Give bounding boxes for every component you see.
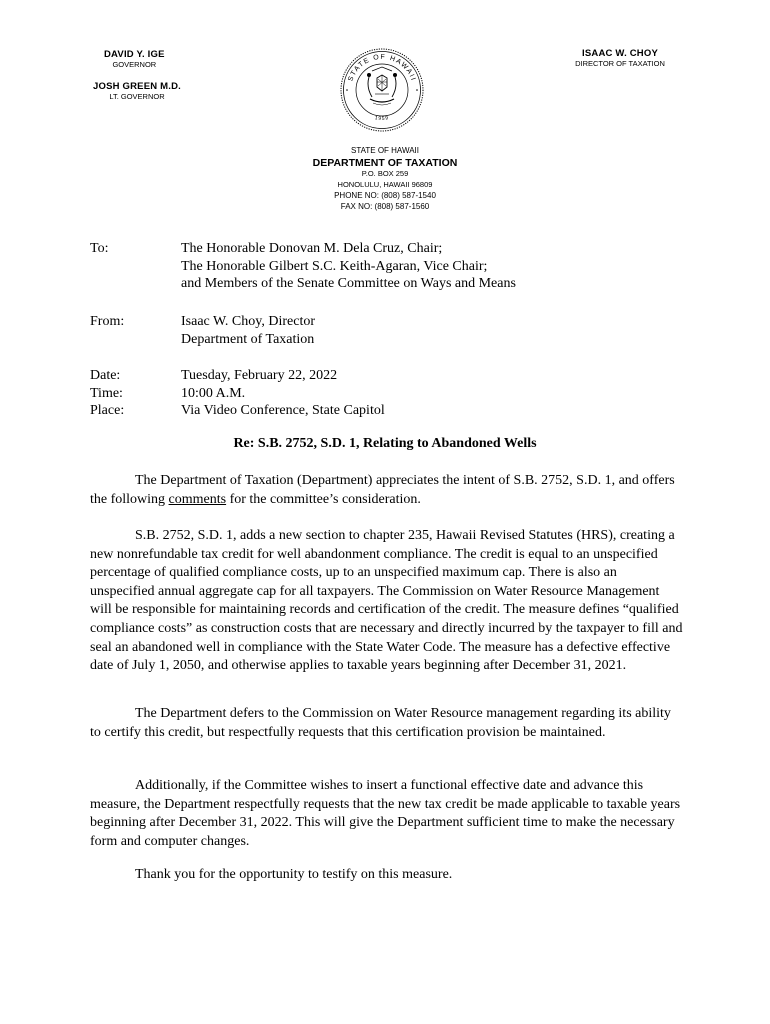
governor-name: DAVID Y. IGE: [104, 49, 165, 60]
comments-underlined: comments: [168, 491, 227, 507]
to-line: The Honorable Gilbert S.C. Keith-Agaran, Vice Chair;: [181, 258, 488, 274]
to-label: To:: [90, 241, 109, 256]
time-value: 10:00 A.M.: [181, 385, 246, 401]
governor-title: GOVERNOR: [112, 60, 157, 69]
from-line: Isaac W. Choy, Director: [181, 314, 315, 329]
to-line: The Honorable Donovan M. Dela Cruz, Chair;: [181, 241, 443, 256]
date-label: Date:: [90, 368, 121, 383]
department-name: DEPARTMENT OF TAXATION: [312, 157, 458, 169]
from-line: Department of Taxation: [181, 331, 315, 347]
seal-top-text: STATE OF HAWAII: [347, 53, 417, 83]
place-value: Via Video Conference, State Capitol: [181, 403, 385, 418]
state-seal-icon: [339, 47, 425, 133]
paragraph-intro: [90, 472, 684, 509]
paragraph-thanks-text: Thank you for the opportunity to testify on this measure.: [135, 867, 453, 882]
fax-number: FAX NO: (808) 587-1560: [340, 202, 430, 211]
from-sender: [181, 313, 315, 348]
po-box: P.O. BOX 259: [361, 169, 409, 178]
lt-governor-block: [93, 81, 181, 101]
svg-text:1959: [374, 115, 390, 122]
to-line: and Members of the Senate Committee on Ways and Means: [181, 276, 516, 291]
from-label: From:: [90, 314, 125, 329]
to-recipients: [181, 240, 516, 293]
place-label: Place:: [90, 403, 125, 418]
time-label: Time:: [90, 385, 123, 401]
state-name: STATE OF HAWAII: [351, 146, 419, 155]
paragraph-thanks: [90, 866, 684, 885]
paragraph-request-text: Additionally, if the Committee wishes to insert a functional effective date and advance this measure, the Department respectfully requests that the new tax credit be made applicable to taxable years beginning after December 31, 2022. This will give the Department sufficient time to make the necessary form and computer changes.: [90, 778, 681, 849]
department-address-block: [285, 146, 485, 212]
lt-governor-title: LT. GOVERNOR: [109, 92, 165, 101]
director-title: DIRECTOR OF TAXATION: [575, 59, 665, 68]
paragraph-summary: [90, 527, 684, 676]
seal-bottom-text: 1959: [374, 115, 390, 123]
city-address: HONOLULU, HAWAII 96809: [337, 179, 433, 189]
lt-governor-name: JOSH GREEN M.D.: [93, 81, 181, 92]
date-value: Tuesday, February 22, 2022: [181, 368, 338, 383]
paragraph-defer-text: The Department defers to the Commission on Water Resource management regarding its ability to certify this credit, but respectfully requests that this certification provision be maintained.: [90, 706, 671, 740]
governor-block: [104, 49, 165, 69]
director-block: [572, 48, 668, 68]
director-name: ISAAC W. CHOY: [582, 48, 658, 59]
subject-line: Re: S.B. 2752, S.D. 1, Relating to Abandoned Wells: [233, 436, 537, 451]
paragraph-summary-text: S.B. 2752, S.D. 1, adds a new section to chapter 235, Hawaii Revised Statutes (HRS), creating a new nonrefundable tax credit for well abandonment compliance. The credit is equal to an unspecified percentage of qualified compliance costs, up to an unspecified maximum cap. There is also an unspecified annual aggregate cap for all taxpayers. The Commission on Water Resource Management will be responsible for maintaining records and certification of the credit. The measure defines “qualified compliance costs” as construction costs that are necessary and directly incurred by the taxpayer to fill and seal an abandoned well in compliance with the State Water Code. The measure has a defective effective date of July 1, 2050, and otherwise applies to taxable years beginning after December 31, 2021.: [90, 528, 683, 674]
phone-number: PHONE NO: (808) 587-1540: [334, 191, 436, 200]
paragraph-request: [90, 777, 684, 851]
paragraph-intro-text: The Department of Taxation (Department) appreciates the intent of S.B. 2752, S.D. 1, and offers the following: [90, 473, 675, 507]
paragraph-defer: [90, 705, 684, 742]
paragraph-intro-end: for the committee’s consideration.: [226, 491, 421, 507]
